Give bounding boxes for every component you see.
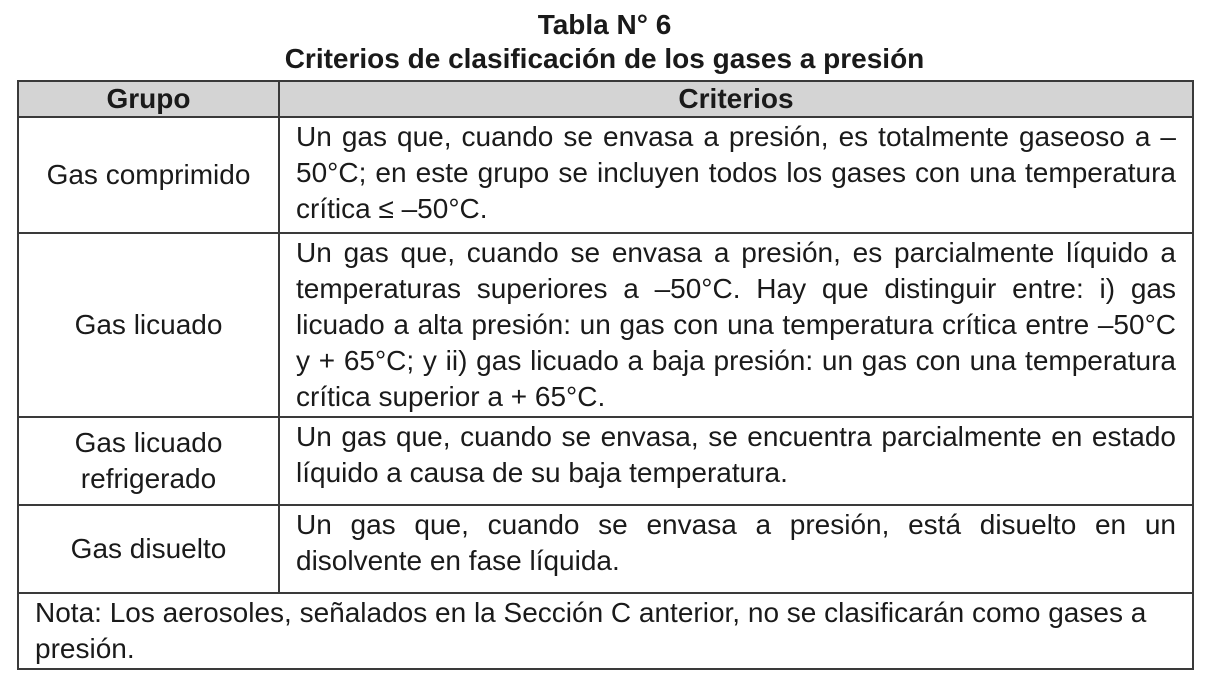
column-header-group: Grupo xyxy=(18,81,279,117)
table-row xyxy=(18,233,1193,417)
criteria-cell: Un gas que, cuando se envasa a presión, es totalmente gaseoso a –50°C; en este grupo se incluyen todos los gases con una temperatura crítica ≤ –50°C. xyxy=(279,117,1193,233)
gas-classification-table xyxy=(17,80,1194,670)
criteria-cell: Un gas que, cuando se envasa a presión, está disuelto en un disolvente en fase líquida. xyxy=(279,505,1193,593)
group-cell: Gas licuado xyxy=(18,233,279,417)
table-row xyxy=(18,117,1193,233)
table-note-row xyxy=(18,593,1193,669)
column-header-criteria: Criterios xyxy=(279,81,1193,117)
table-number: Tabla N° 6 xyxy=(537,9,672,40)
group-cell: Gas disuelto xyxy=(18,505,279,593)
table-header-row xyxy=(18,81,1193,117)
table-title xyxy=(0,8,1209,76)
table-row xyxy=(18,505,1193,593)
criteria-cell: Un gas que, cuando se envasa, se encuentra parcialmente en estado líquido a causa de su baja temperatura. xyxy=(279,417,1193,505)
criteria-cell: Un gas que, cuando se envasa a presión, es parcialmente líquido a temperaturas superiores a –50°C. Hay que distinguir entre: i) gas licuado a alta presión: un gas con una temperatura crítica entre –50°C y + 65°C; y ii) gas licuado a baja presión: un gas con una temperatura crítica superior a + 65°C. xyxy=(279,233,1193,417)
table-note: Nota: Los aerosoles, señalados en la Sección C anterior, no se clasificarán como gases a presión. xyxy=(18,593,1193,669)
table-caption: Criterios de clasificación de los gases a presión xyxy=(284,43,925,74)
table-row xyxy=(18,417,1193,505)
group-cell: Gas comprimido xyxy=(18,117,279,233)
group-cell: Gas licuado refrigerado xyxy=(18,417,279,505)
